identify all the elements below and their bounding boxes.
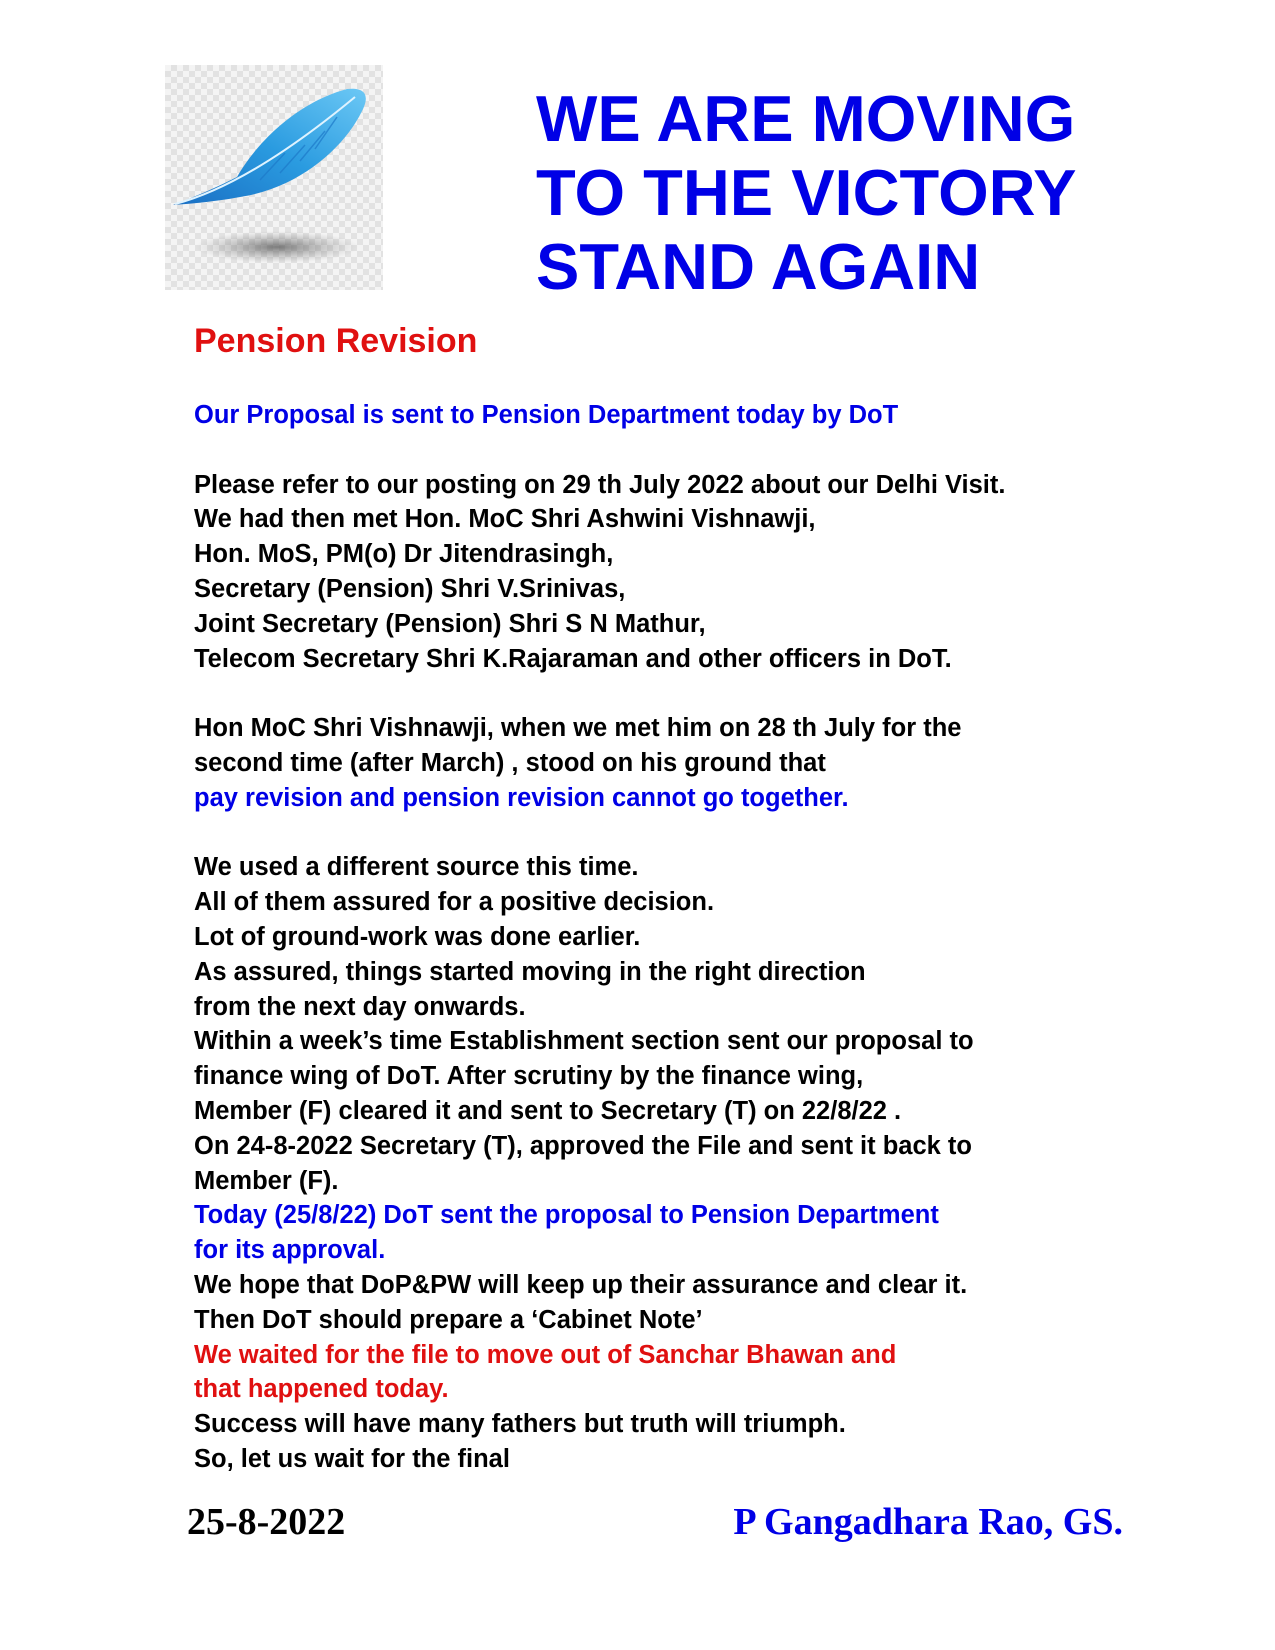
para2-line: Hon MoC Shri Vishnawji, when we met him on 28 th July for the bbox=[194, 714, 962, 743]
para4-line: We hope that DoP&PW will keep up their assurance and clear it. bbox=[194, 1270, 968, 1299]
para3-line: finance wing of DoT. After scrutiny by the finance wing, bbox=[194, 1062, 864, 1091]
para3-line: All of them assured for a positive decision. bbox=[194, 888, 715, 917]
para5-line: So, let us wait for the final bbox=[194, 1444, 510, 1473]
para3-highlight: Today (25/8/22) DoT sent the proposal to Pension Department bbox=[194, 1201, 939, 1230]
para3-line: Lot of ground-work was done earlier. bbox=[194, 922, 641, 951]
para4-red-line: that happened today. bbox=[194, 1375, 449, 1404]
footer-signature: P Gangadhara Rao, GS. bbox=[733, 1501, 1123, 1543]
para3-line: Member (F) cleared it and sent to Secretary (T) on 22/8/22 . bbox=[194, 1096, 902, 1125]
para1-line: Joint Secretary (Pension) Shri S N Mathur, bbox=[194, 609, 706, 638]
para3-line: from the next day onwards. bbox=[194, 992, 526, 1021]
para3-line: Member (F). bbox=[194, 1166, 339, 1195]
logo-image bbox=[165, 65, 383, 290]
para5-line: Success will have many fathers but truth will triumph. bbox=[194, 1410, 846, 1439]
para4-line: Then DoT should prepare a ‘Cabinet Note’ bbox=[194, 1305, 703, 1334]
para1-line: Secretary (Pension) Shri V.Srinivas, bbox=[194, 574, 626, 603]
feather-icon bbox=[165, 65, 383, 290]
para3-highlight: for its approval. bbox=[194, 1236, 386, 1265]
footer-date: 25-8-2022 bbox=[187, 1501, 346, 1543]
para3-line: Within a week’s time Establishment section sent our proposal to bbox=[194, 1027, 974, 1056]
para2-line: second time (after March) , stood on his ground that bbox=[194, 748, 826, 777]
headline bbox=[536, 82, 1077, 304]
spacer bbox=[194, 433, 1194, 468]
headline-line-2: TO THE VICTORY bbox=[536, 156, 1077, 229]
intro-line: Our Proposal is sent to Pension Department today by DoT bbox=[194, 401, 899, 429]
para1-line: Telecom Secretary Shri K.Rajaraman and other officers in DoT. bbox=[194, 644, 952, 673]
para1-line: We had then met Hon. MoC Shri Ashwini Vishnawji, bbox=[194, 505, 816, 534]
para4-red-line: We waited for the file to move out of Sanchar Bhawan and bbox=[194, 1340, 897, 1369]
para3-line: We used a different source this time. bbox=[194, 853, 639, 882]
headline-line-3: STAND AGAIN bbox=[536, 230, 981, 303]
para3-line: As assured, things started moving in the right direction bbox=[194, 957, 866, 986]
spacer bbox=[194, 816, 1194, 851]
spacer bbox=[194, 676, 1194, 711]
section-title: Pension Revision bbox=[194, 322, 478, 360]
para2-highlight: pay revision and pension revision cannot go together. bbox=[194, 783, 849, 812]
headline-line-1: WE ARE MOVING bbox=[536, 82, 1076, 155]
para3-line: On 24-8-2022 Secretary (T), approved the File and sent it back to bbox=[194, 1131, 972, 1160]
letter-body bbox=[194, 398, 1194, 1477]
para1-line: Hon. MoS, PM(o) Dr Jitendrasingh, bbox=[194, 540, 614, 569]
para1-line: Please refer to our posting on 29 th July 2022 about our Delhi Visit. bbox=[194, 470, 1006, 499]
